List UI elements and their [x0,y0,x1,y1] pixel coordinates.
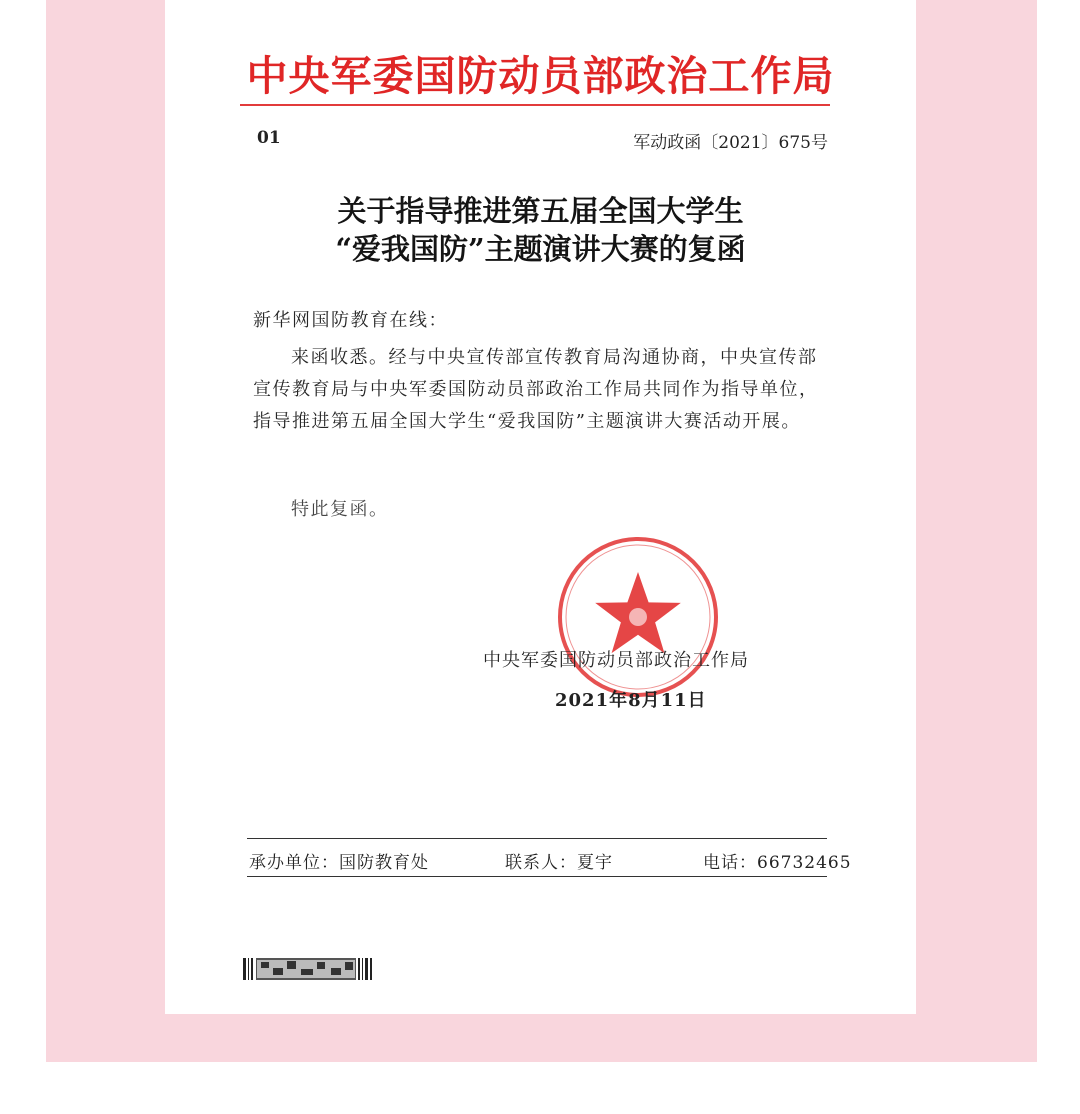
document-title-line-2: “爱我国防”主题演讲大赛的复函 [335,232,746,266]
salutation: 新华网国防教育在线： [253,310,448,331]
footer-top-rule [247,838,827,839]
document-paper [165,0,916,1014]
footer-handling-unit: 承办单位：国防教育处 [249,853,429,873]
header-red-rule [240,104,830,106]
signature-date: 2021年8月11日 [555,690,707,711]
body-paragraph: 来函收悉。经与中央宣传部宣传教育局沟通协商，中央宣传部宣传教育局与中央军委国防动员部政治工作局共同作为指导单位，指导推进第五届全国大学生“爱我国防”主题演讲大赛活动开展。 [253,347,819,432]
document-header-organization: 中央军委国防动员部政治工作局 [246,52,835,100]
document-serial: 01 [257,128,281,148]
signature-organization: 中央军委国防动员部政治工作局 [483,650,749,671]
barcode-icon [243,958,373,980]
footer-phone: 电话：66732465 [703,853,852,873]
footer-contact-person: 联系人：夏宇 [505,853,613,873]
closing-remark: 特此复函。 [291,499,389,520]
footer-bottom-rule [247,876,827,877]
document-number: 军动政函〔2021〕675号 [633,133,828,153]
document-title-line-1: 关于指导推进第五届全国大学生 [337,194,744,228]
official-seal-stamp [553,532,723,702]
